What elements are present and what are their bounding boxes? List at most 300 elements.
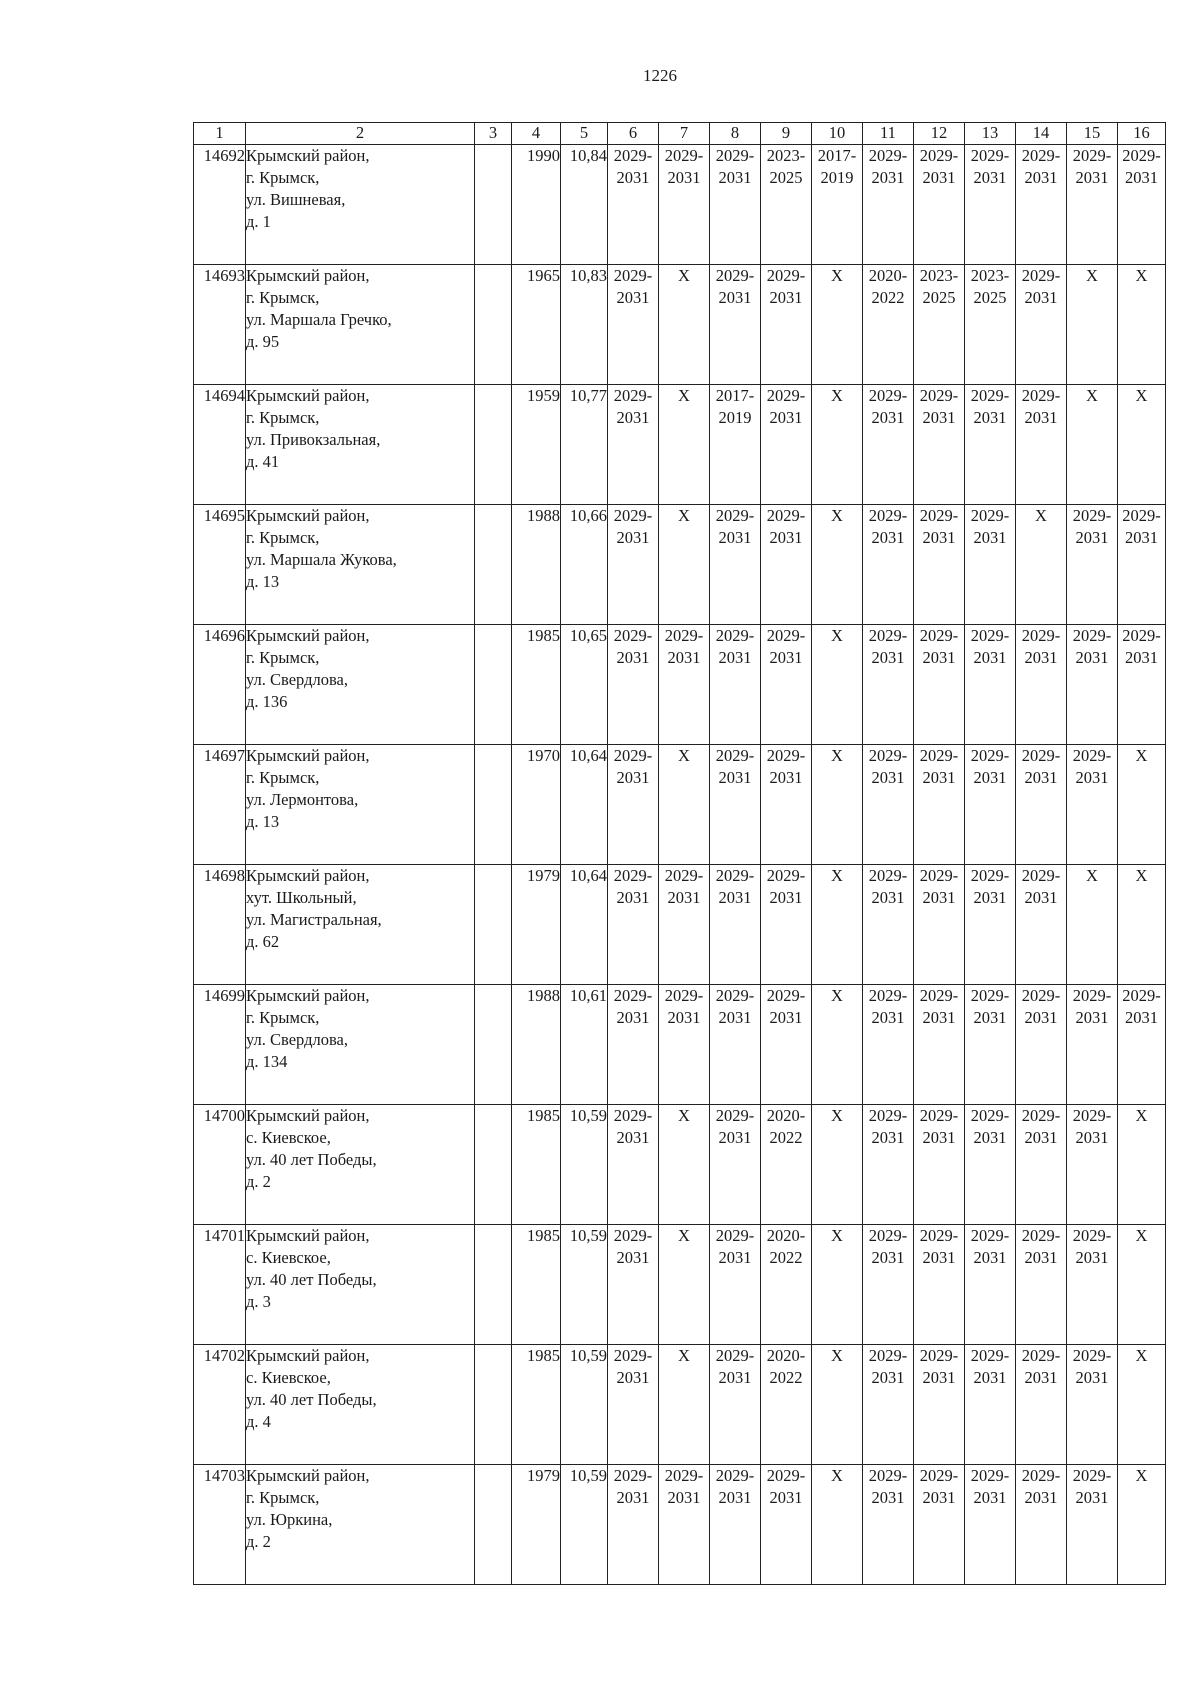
period-cell bbox=[608, 1105, 659, 1225]
period-start: X bbox=[1135, 266, 1148, 285]
column-header-3: 3 bbox=[475, 123, 512, 145]
period-cell bbox=[965, 865, 1016, 985]
period-end: 2031 bbox=[973, 1368, 1007, 1387]
period-end: 2031 bbox=[871, 408, 905, 427]
period-end: 2031 bbox=[616, 528, 650, 547]
period-start: 2029- bbox=[868, 1106, 908, 1125]
period-start: 2029- bbox=[1021, 1346, 1061, 1365]
period-cell bbox=[914, 1465, 965, 1585]
period-start: 2029- bbox=[868, 506, 908, 525]
period-start: X bbox=[831, 506, 843, 525]
column-3-cell bbox=[475, 1225, 512, 1345]
address-cell bbox=[246, 1105, 475, 1225]
period-start: 2029- bbox=[919, 626, 959, 645]
period-start: 2029- bbox=[970, 1106, 1010, 1125]
period-start: 2029- bbox=[766, 506, 806, 525]
period-cell bbox=[812, 865, 863, 985]
period-start: 2029- bbox=[868, 1346, 908, 1365]
period-end: 2031 bbox=[769, 408, 803, 427]
period-end: 2031 bbox=[973, 1128, 1007, 1147]
period-end: 2031 bbox=[718, 1368, 752, 1387]
period-start: 2017- bbox=[715, 386, 755, 405]
period-end: 2031 bbox=[1075, 528, 1109, 547]
period-end: 2022 bbox=[769, 1248, 803, 1267]
period-start: 2029- bbox=[1021, 1106, 1061, 1125]
column-3-cell bbox=[475, 985, 512, 1105]
period-end: 2031 bbox=[922, 1488, 956, 1507]
period-cell bbox=[914, 145, 965, 265]
column-3-cell bbox=[475, 1345, 512, 1465]
year-cell: 1988 bbox=[512, 505, 561, 625]
period-start: 2029- bbox=[613, 506, 653, 525]
period-start: 2029- bbox=[613, 1346, 653, 1365]
period-cell bbox=[659, 1105, 710, 1225]
period-start: 2029- bbox=[919, 506, 959, 525]
period-cell bbox=[659, 985, 710, 1105]
period-cell bbox=[1016, 1345, 1067, 1465]
period-cell bbox=[812, 145, 863, 265]
period-end: 2031 bbox=[922, 888, 956, 907]
period-cell bbox=[914, 265, 965, 385]
period-cell bbox=[659, 625, 710, 745]
period-end: 2031 bbox=[1024, 648, 1058, 667]
period-end: 2031 bbox=[1024, 1488, 1058, 1507]
period-start: 2029- bbox=[1072, 1466, 1112, 1485]
period-end: 2031 bbox=[1125, 168, 1158, 187]
row-number: 14697 bbox=[194, 745, 246, 865]
period-cell bbox=[965, 745, 1016, 865]
period-start: X bbox=[678, 1226, 690, 1245]
period-start: X bbox=[678, 266, 690, 285]
period-end: 2031 bbox=[1075, 168, 1109, 187]
housing-registry-table bbox=[193, 122, 1166, 1585]
period-start: 2029- bbox=[970, 1346, 1010, 1365]
address-cell bbox=[246, 625, 475, 745]
period-end: 2031 bbox=[922, 1008, 956, 1027]
period-end: 2025 bbox=[769, 168, 803, 187]
address-line: г. Крымск, bbox=[246, 768, 320, 787]
table-row bbox=[194, 1345, 1166, 1465]
period-start: 2029- bbox=[613, 1226, 653, 1245]
period-cell bbox=[1016, 865, 1067, 985]
period-end: 2031 bbox=[871, 1008, 905, 1027]
period-cell bbox=[1118, 1105, 1166, 1225]
period-start: 2029- bbox=[970, 626, 1010, 645]
period-start: 2023- bbox=[970, 266, 1010, 285]
column-3-cell bbox=[475, 145, 512, 265]
period-end: 2031 bbox=[769, 1488, 803, 1507]
period-start: 2029- bbox=[613, 266, 653, 285]
period-start: X bbox=[831, 1226, 843, 1245]
address-cell bbox=[246, 1225, 475, 1345]
period-start: 2029- bbox=[664, 1466, 704, 1485]
period-cell bbox=[710, 505, 761, 625]
address-line: Крымский район, bbox=[246, 626, 370, 645]
period-start: 2029- bbox=[1122, 986, 1161, 1005]
period-start: X bbox=[1135, 746, 1148, 765]
period-start: 2029- bbox=[970, 506, 1010, 525]
column-3-cell bbox=[475, 745, 512, 865]
period-cell bbox=[914, 1345, 965, 1465]
table-row bbox=[194, 505, 1166, 625]
period-start: 2029- bbox=[970, 866, 1010, 885]
period-end: 2031 bbox=[922, 528, 956, 547]
period-start: 2029- bbox=[715, 1226, 755, 1245]
period-start: 2029- bbox=[970, 386, 1010, 405]
period-start: 2029- bbox=[919, 986, 959, 1005]
period-cell bbox=[710, 145, 761, 265]
address-line: д. 62 bbox=[246, 932, 280, 951]
period-start: 2029- bbox=[1122, 146, 1161, 165]
period-cell bbox=[608, 625, 659, 745]
period-cell bbox=[659, 745, 710, 865]
address-line: д. 3 bbox=[246, 1292, 271, 1311]
address-line: Крымский район, bbox=[246, 386, 370, 405]
address-line: д. 4 bbox=[246, 1412, 271, 1431]
period-end: 2025 bbox=[973, 288, 1007, 307]
period-start: X bbox=[1086, 266, 1098, 285]
address-line: Крымский район, bbox=[246, 506, 370, 525]
period-start: 2029- bbox=[1021, 266, 1061, 285]
period-end: 2031 bbox=[718, 648, 752, 667]
period-cell bbox=[965, 1225, 1016, 1345]
address-cell bbox=[246, 145, 475, 265]
column-header-7: 7 bbox=[659, 123, 710, 145]
period-start: X bbox=[1135, 1346, 1148, 1365]
row-number: 14702 bbox=[194, 1345, 246, 1465]
address-line: Крымский район, bbox=[246, 746, 370, 765]
period-start: X bbox=[678, 1346, 690, 1365]
address-line: ул. Вишневая, bbox=[246, 190, 346, 209]
period-cell bbox=[1016, 505, 1067, 625]
period-cell bbox=[1118, 985, 1166, 1105]
period-start: 2029- bbox=[715, 266, 755, 285]
area-cell: 10,61 bbox=[561, 985, 608, 1105]
period-cell bbox=[863, 1225, 914, 1345]
period-cell bbox=[863, 505, 914, 625]
row-number: 14696 bbox=[194, 625, 246, 745]
period-end: 2031 bbox=[871, 1248, 905, 1267]
column-header-11: 11 bbox=[863, 123, 914, 145]
period-end: 2031 bbox=[1075, 1488, 1109, 1507]
period-cell bbox=[1067, 505, 1118, 625]
period-cell bbox=[608, 505, 659, 625]
table-row bbox=[194, 265, 1166, 385]
period-cell bbox=[1067, 1225, 1118, 1345]
period-cell bbox=[710, 745, 761, 865]
period-start: 2020- bbox=[766, 1226, 806, 1245]
address-line: г. Крымск, bbox=[246, 408, 320, 427]
period-start: 2029- bbox=[919, 1346, 959, 1365]
period-start: 2029- bbox=[613, 986, 653, 1005]
period-start: 2029- bbox=[715, 506, 755, 525]
row-number: 14700 bbox=[194, 1105, 246, 1225]
year-cell: 1970 bbox=[512, 745, 561, 865]
period-start: 2029- bbox=[664, 866, 704, 885]
period-end: 2031 bbox=[769, 648, 803, 667]
period-end: 2031 bbox=[973, 888, 1007, 907]
period-start: 2029- bbox=[1072, 146, 1112, 165]
period-end: 2031 bbox=[616, 1368, 650, 1387]
period-cell bbox=[1067, 145, 1118, 265]
period-cell bbox=[863, 745, 914, 865]
period-end: 2031 bbox=[718, 528, 752, 547]
address-line: г. Крымск, bbox=[246, 648, 320, 667]
period-start: 2029- bbox=[1072, 626, 1112, 645]
table-row bbox=[194, 145, 1166, 265]
period-end: 2031 bbox=[1024, 288, 1058, 307]
row-number: 14694 bbox=[194, 385, 246, 505]
period-cell bbox=[914, 505, 965, 625]
period-start: 2029- bbox=[919, 1466, 959, 1485]
period-start: X bbox=[831, 1106, 843, 1125]
year-cell: 1979 bbox=[512, 865, 561, 985]
period-start: 2029- bbox=[1072, 506, 1112, 525]
year-cell: 1988 bbox=[512, 985, 561, 1105]
period-cell bbox=[1016, 985, 1067, 1105]
address-cell bbox=[246, 1345, 475, 1465]
address-line: ул. Магистральная, bbox=[246, 910, 382, 929]
row-number: 14692 bbox=[194, 145, 246, 265]
year-cell: 1990 bbox=[512, 145, 561, 265]
address-line: д. 2 bbox=[246, 1172, 271, 1191]
period-end: 2031 bbox=[973, 528, 1007, 547]
period-cell bbox=[608, 745, 659, 865]
address-line: д. 2 bbox=[246, 1532, 271, 1551]
period-start: 2029- bbox=[868, 1226, 908, 1245]
address-line: Крымский район, bbox=[246, 266, 370, 285]
period-start: 2029- bbox=[868, 1466, 908, 1485]
period-start: 2029- bbox=[664, 626, 704, 645]
period-cell bbox=[761, 505, 812, 625]
period-cell bbox=[659, 865, 710, 985]
row-number: 14701 bbox=[194, 1225, 246, 1345]
period-start: 2029- bbox=[970, 746, 1010, 765]
address-line: г. Крымск, bbox=[246, 1008, 320, 1027]
period-start: X bbox=[678, 746, 690, 765]
period-start: 2029- bbox=[613, 746, 653, 765]
year-cell: 1965 bbox=[512, 265, 561, 385]
period-start: 2029- bbox=[970, 1466, 1010, 1485]
period-start: X bbox=[678, 386, 690, 405]
address-line: Крымский район, bbox=[246, 1346, 370, 1365]
period-cell bbox=[914, 745, 965, 865]
period-end: 2031 bbox=[718, 1008, 752, 1027]
period-cell bbox=[761, 625, 812, 745]
period-start: 2017- bbox=[817, 146, 857, 165]
column-3-cell bbox=[475, 625, 512, 745]
period-start: 2029- bbox=[766, 986, 806, 1005]
period-start: 2029- bbox=[715, 1346, 755, 1365]
period-cell bbox=[914, 385, 965, 505]
period-cell bbox=[863, 865, 914, 985]
address-line: д. 95 bbox=[246, 332, 280, 351]
period-cell bbox=[1118, 1465, 1166, 1585]
column-3-cell bbox=[475, 865, 512, 985]
period-end: 2031 bbox=[1125, 1008, 1158, 1027]
period-end: 2019 bbox=[718, 408, 752, 427]
period-cell bbox=[1067, 865, 1118, 985]
period-end: 2031 bbox=[667, 648, 701, 667]
period-start: 2029- bbox=[868, 146, 908, 165]
column-header-6: 6 bbox=[608, 123, 659, 145]
period-cell bbox=[659, 1345, 710, 1465]
period-end: 2031 bbox=[718, 1488, 752, 1507]
period-cell bbox=[965, 1105, 1016, 1225]
period-end: 2031 bbox=[1024, 888, 1058, 907]
period-start: X bbox=[1135, 1106, 1148, 1125]
period-cell bbox=[710, 1345, 761, 1465]
period-end: 2031 bbox=[1024, 1128, 1058, 1147]
period-end: 2031 bbox=[1024, 1248, 1058, 1267]
column-header-14: 14 bbox=[1016, 123, 1067, 145]
period-end: 2031 bbox=[973, 768, 1007, 787]
period-cell bbox=[1118, 625, 1166, 745]
address-line: ул. Свердлова, bbox=[246, 1030, 348, 1049]
period-cell bbox=[812, 1465, 863, 1585]
period-cell bbox=[1118, 745, 1166, 865]
period-start: 2029- bbox=[766, 386, 806, 405]
period-cell bbox=[608, 985, 659, 1105]
period-cell bbox=[1016, 1465, 1067, 1585]
area-cell: 10,66 bbox=[561, 505, 608, 625]
period-end: 2031 bbox=[922, 408, 956, 427]
period-end: 2031 bbox=[1075, 1248, 1109, 1267]
period-start: 2020- bbox=[766, 1106, 806, 1125]
table-row bbox=[194, 865, 1166, 985]
period-start: 2029- bbox=[1122, 626, 1161, 645]
period-cell bbox=[1016, 145, 1067, 265]
period-end: 2031 bbox=[922, 768, 956, 787]
address-line: Крымский район, bbox=[246, 866, 370, 885]
period-cell bbox=[965, 505, 1016, 625]
period-end: 2031 bbox=[769, 768, 803, 787]
period-start: 2029- bbox=[715, 1466, 755, 1485]
period-cell bbox=[965, 985, 1016, 1105]
period-end: 2022 bbox=[769, 1368, 803, 1387]
address-line: ул. Привокзальная, bbox=[246, 430, 381, 449]
period-end: 2031 bbox=[667, 888, 701, 907]
period-end: 2031 bbox=[718, 888, 752, 907]
period-end: 2031 bbox=[871, 1128, 905, 1147]
period-cell bbox=[812, 505, 863, 625]
period-end: 2019 bbox=[820, 168, 854, 187]
period-end: 2031 bbox=[616, 408, 650, 427]
period-start: 2020- bbox=[868, 266, 908, 285]
row-number: 14703 bbox=[194, 1465, 246, 1585]
period-end: 2031 bbox=[922, 1128, 956, 1147]
column-header-8: 8 bbox=[710, 123, 761, 145]
period-start: X bbox=[831, 1466, 843, 1485]
period-start: 2029- bbox=[766, 866, 806, 885]
address-line: г. Крымск, bbox=[246, 168, 320, 187]
period-start: 2029- bbox=[715, 146, 755, 165]
address-cell bbox=[246, 265, 475, 385]
period-end: 2031 bbox=[667, 168, 701, 187]
period-start: 2029- bbox=[919, 1226, 959, 1245]
period-cell bbox=[1118, 145, 1166, 265]
address-line: д. 41 bbox=[246, 452, 280, 471]
period-cell bbox=[1118, 865, 1166, 985]
period-end: 2031 bbox=[1024, 168, 1058, 187]
address-line: г. Крымск, bbox=[246, 528, 320, 547]
period-cell bbox=[1016, 1105, 1067, 1225]
period-cell bbox=[1118, 1345, 1166, 1465]
period-cell bbox=[710, 1105, 761, 1225]
year-cell: 1985 bbox=[512, 625, 561, 745]
area-cell: 10,59 bbox=[561, 1345, 608, 1465]
period-end: 2031 bbox=[922, 168, 956, 187]
period-end: 2031 bbox=[1075, 1368, 1109, 1387]
table-row bbox=[194, 385, 1166, 505]
period-end: 2031 bbox=[616, 1128, 650, 1147]
period-cell bbox=[1067, 1465, 1118, 1585]
period-start: 2029- bbox=[970, 146, 1010, 165]
period-cell bbox=[761, 145, 812, 265]
period-cell bbox=[761, 865, 812, 985]
period-start: 2029- bbox=[1021, 626, 1061, 645]
period-cell bbox=[863, 145, 914, 265]
period-cell bbox=[1118, 505, 1166, 625]
period-cell bbox=[965, 385, 1016, 505]
period-start: X bbox=[831, 386, 843, 405]
period-cell bbox=[863, 1465, 914, 1585]
period-cell bbox=[710, 865, 761, 985]
period-start: 2029- bbox=[868, 986, 908, 1005]
column-header-16: 16 bbox=[1118, 123, 1166, 145]
period-start: X bbox=[831, 626, 843, 645]
period-end: 2031 bbox=[718, 1248, 752, 1267]
column-header-2: 2 bbox=[246, 123, 475, 145]
header-row bbox=[194, 123, 1166, 145]
period-start: 2029- bbox=[919, 866, 959, 885]
address-line: с. Киевское, bbox=[246, 1128, 331, 1147]
address-line: д. 1 bbox=[246, 212, 271, 231]
period-start: 2029- bbox=[715, 746, 755, 765]
period-cell bbox=[965, 145, 1016, 265]
period-start: 2029- bbox=[715, 626, 755, 645]
period-cell bbox=[965, 265, 1016, 385]
table-body bbox=[194, 145, 1166, 1585]
period-cell bbox=[761, 385, 812, 505]
period-end: 2031 bbox=[871, 648, 905, 667]
period-cell bbox=[1118, 385, 1166, 505]
period-start: 2029- bbox=[1072, 986, 1112, 1005]
column-3-cell bbox=[475, 265, 512, 385]
period-end: 2031 bbox=[871, 528, 905, 547]
address-line: д. 134 bbox=[246, 1052, 288, 1071]
address-line: Крымский район, bbox=[246, 1226, 370, 1245]
period-cell bbox=[965, 625, 1016, 745]
period-start: 2029- bbox=[715, 866, 755, 885]
period-end: 2031 bbox=[922, 1368, 956, 1387]
period-cell bbox=[710, 265, 761, 385]
period-cell bbox=[812, 1105, 863, 1225]
period-cell bbox=[761, 1225, 812, 1345]
period-start: 2023- bbox=[919, 266, 959, 285]
period-end: 2031 bbox=[718, 1128, 752, 1147]
period-end: 2031 bbox=[718, 168, 752, 187]
period-end: 2031 bbox=[973, 1488, 1007, 1507]
address-line: Крымский район, bbox=[246, 146, 370, 165]
period-cell bbox=[761, 1105, 812, 1225]
period-cell bbox=[761, 985, 812, 1105]
period-start: 2029- bbox=[868, 626, 908, 645]
period-end: 2031 bbox=[973, 408, 1007, 427]
area-cell: 10,64 bbox=[561, 745, 608, 865]
period-cell bbox=[710, 625, 761, 745]
period-cell bbox=[608, 1225, 659, 1345]
